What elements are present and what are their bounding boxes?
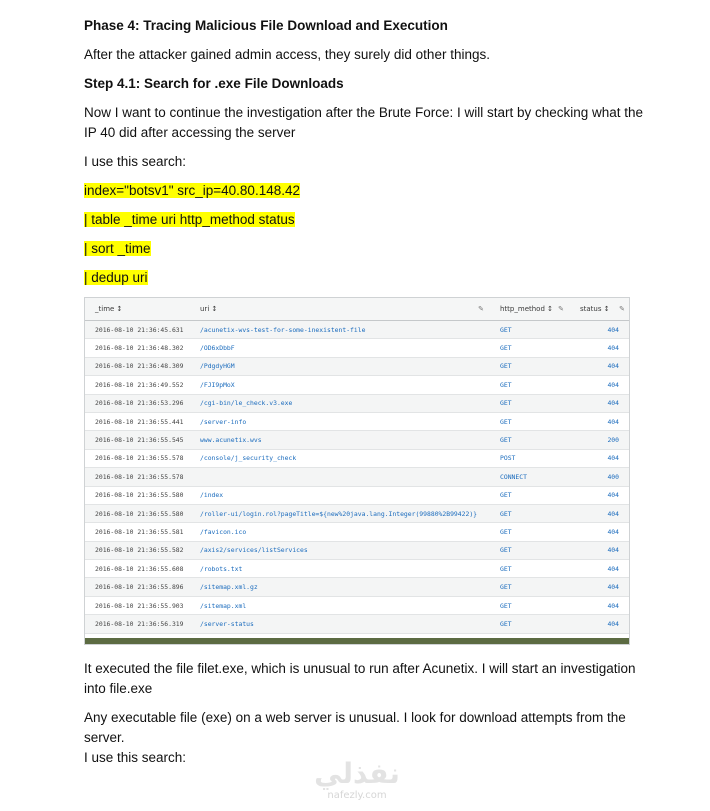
pencil-icon[interactable]: ✎ [478,305,484,313]
cell-status[interactable]: 404 [570,357,630,375]
results-header-row [85,298,630,321]
cell-status[interactable]: 404 [570,486,630,504]
query-line [84,268,644,288]
cell-http-method[interactable]: GET [490,394,570,412]
search-intro: I use this search: [84,154,187,169]
table-row [85,615,630,633]
cell-http-method[interactable]: POST [490,449,570,467]
cell-status[interactable]: 404 [570,504,630,522]
cell-http-method[interactable]: GET [490,486,570,504]
cell-time: 2016-08-10 21:36:48.309 [85,357,190,375]
table-row [85,578,630,596]
cell-time: 2016-08-10 21:36:55.608 [85,560,190,578]
splunk-results-screenshot [84,297,630,645]
query-index: index="botsv1" src_ip=40.80.148.42 [84,183,300,198]
table-row [85,431,630,449]
table-row [85,486,630,504]
cell-time: 2016-08-10 21:36:49.552 [85,376,190,394]
table-row [85,504,630,522]
table-row [85,339,630,357]
table-row [85,523,630,541]
cell-http-method[interactable]: GET [490,541,570,559]
cell-status[interactable]: 404 [570,412,630,430]
cell-time: 2016-08-10 21:36:55.545 [85,431,190,449]
cell-uri[interactable]: /server-status [190,615,490,633]
cell-uri[interactable]: /acunetix-wvs-test-for-some-inexistent-file [190,321,490,339]
pencil-icon[interactable]: ✎ [558,305,564,313]
cell-http-method[interactable]: GET [490,339,570,357]
table-row [85,468,630,486]
cell-uri[interactable]: /sitemap.xml [190,596,490,614]
cell-uri[interactable]: /console/j_security_check [190,449,490,467]
column-time[interactable]: _time ↕ [85,298,190,321]
cell-http-method[interactable]: GET [490,321,570,339]
cell-status[interactable]: 404 [570,523,630,541]
cell-uri[interactable]: /sitemap.xml.gz [190,578,490,596]
cell-http-method[interactable]: GET [490,376,570,394]
cell-http-method[interactable]: CONNECT [490,468,570,486]
cell-time: 2016-08-10 21:36:53.296 [85,394,190,412]
cell-time: 2016-08-10 21:36:55.581 [85,523,190,541]
nafezly-watermark [312,758,402,806]
cell-time: 2016-08-10 21:36:55.441 [85,412,190,430]
cell-uri[interactable]: /axis2/services/listServices [190,541,490,559]
cell-time: 2016-08-10 21:36:55.582 [85,541,190,559]
cell-http-method[interactable]: GET [490,615,570,633]
watermark-latin: nafezly.com [327,790,387,801]
cell-time: 2016-08-10 21:36:55.580 [85,486,190,504]
cell-uri[interactable] [190,468,490,486]
cell-status[interactable]: 404 [570,560,630,578]
watermark-arabic: نفذلي [314,757,400,790]
cell-uri[interactable]: /robots.txt [190,560,490,578]
column-status[interactable]: status ↕ ✎ [570,298,630,321]
cell-status[interactable]: 404 [570,449,630,467]
cell-http-method[interactable]: GET [490,431,570,449]
investigation-paragraph: Now I want to continue the investigation after the Brute Force: I will start by checking what the IP 40 did after accessing the server [84,105,644,140]
results-body [85,321,630,646]
cell-time: 2016-08-10 21:36:45.631 [85,321,190,339]
cell-uri[interactable]: /PdgdyHGM [190,357,490,375]
cell-time: 2016-08-10 21:36:56.319 [85,615,190,633]
executable-paragraph: Any executable file (exe) on a web server is unusual. I look for download attempts from the server. [84,710,626,745]
document-body-continued [84,659,644,768]
cell-uri[interactable]: www.acunetix.wvs [190,431,490,449]
cell-time: 2016-08-10 21:36:55.578 [85,449,190,467]
cell-status[interactable]: 404 [570,321,630,339]
table-row [85,357,630,375]
cell-status[interactable]: 404 [570,596,630,614]
cell-time: 2016-08-10 21:36:55.896 [85,578,190,596]
cell-status[interactable]: 404 [570,376,630,394]
intro-paragraph: After the attacker gained admin access, they surely did other things. [84,47,490,62]
table-row [85,394,630,412]
results-table [85,298,630,645]
cell-uri[interactable]: /server-info [190,412,490,430]
table-row [85,321,630,339]
cell-uri[interactable]: /cgi-bin/le_check.v3.exe [190,394,490,412]
document-body [84,16,644,297]
query-line [84,210,644,230]
table-row [85,376,630,394]
cell-http-method[interactable]: GET [490,357,570,375]
cell-uri[interactable]: /OD6xDbbF [190,339,490,357]
table-row [85,541,630,559]
cell-uri[interactable]: /FJI9pMoX [190,376,490,394]
table-row [85,412,630,430]
cell-status[interactable]: 404 [570,578,630,596]
cell-uri[interactable]: /favicon.ico [190,523,490,541]
table-row [85,449,630,467]
column-http-method[interactable]: http_method ↕ ✎ [490,298,570,321]
cell-http-method[interactable]: GET [490,523,570,541]
cell-status[interactable]: 404 [570,394,630,412]
cell-http-method[interactable]: GET [490,412,570,430]
cell-status[interactable]: 404 [570,615,630,633]
cell-status[interactable]: 400 [570,468,630,486]
column-uri[interactable]: uri ↕ ✎ [190,298,490,321]
cell-http-method[interactable]: GET [490,578,570,596]
cell-uri[interactable]: /index [190,486,490,504]
cell-time: 2016-08-10 21:36:55.578 [85,468,190,486]
cell-status[interactable]: 404 [570,339,630,357]
cell-status[interactable]: 200 [570,431,630,449]
search-intro-2: I use this search: [84,750,187,765]
query-table: | table _time uri http_method status [84,212,295,227]
cell-http-method[interactable]: GET [490,560,570,578]
cell-status[interactable]: 404 [570,541,630,559]
query-line [84,181,644,201]
cell-uri[interactable]: /roller-ui/login.rol?pageTitle=${new%20java.lang.Integer(99880%2B99422)} [190,504,490,522]
step-heading: Step 4.1: Search for .exe File Downloads [84,76,344,91]
table-row [85,596,630,614]
screenshot-bottom-bar [85,638,629,644]
query-sort: | sort _time [84,241,151,256]
cell-time: 2016-08-10 21:36:55.580 [85,504,190,522]
phase-heading: Phase 4: Tracing Malicious File Download and Execution [84,18,448,33]
execution-paragraph: It executed the file filet.exe, which is unusual to run after Acunetix. I will start an investigation into file.exe [84,661,636,696]
cell-time: 2016-08-10 21:36:55.903 [85,596,190,614]
pencil-icon[interactable]: ✎ [619,305,625,313]
cell-time: 2016-08-10 21:36:48.302 [85,339,190,357]
cell-http-method[interactable]: GET [490,504,570,522]
query-line [84,239,644,259]
table-row [85,560,630,578]
query-dedup: | dedup uri [84,270,148,285]
cell-http-method[interactable]: GET [490,596,570,614]
